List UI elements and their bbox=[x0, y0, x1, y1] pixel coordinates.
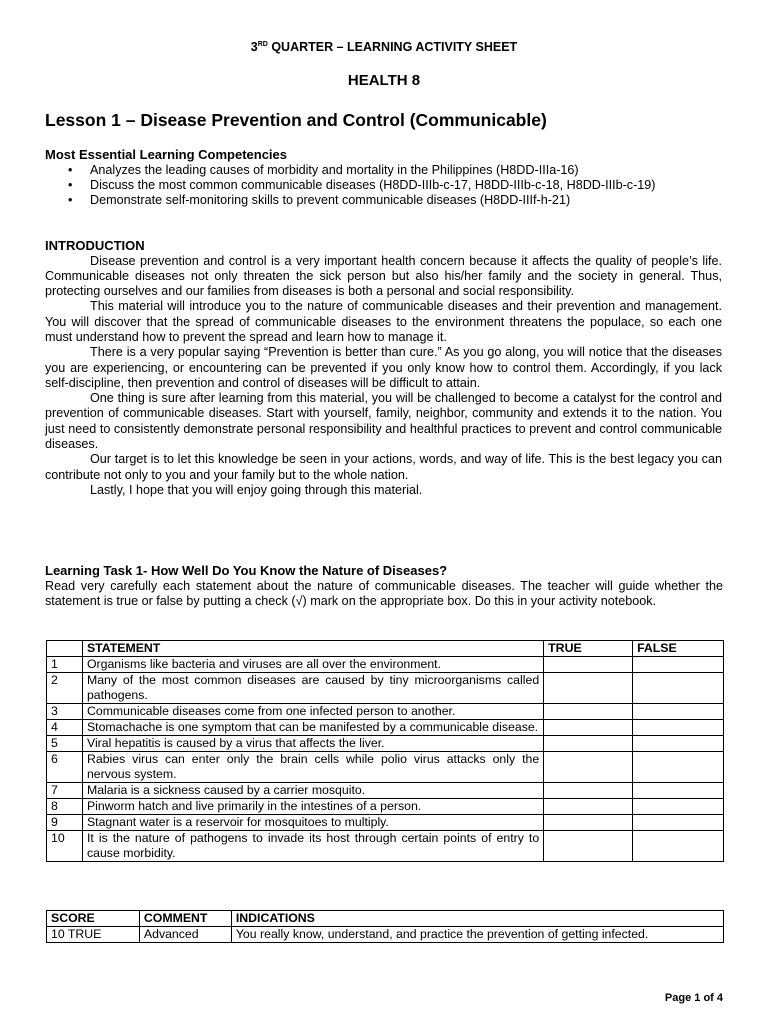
intro-paragraph: Our target is to let this knowledge be seen in your actions, words, and way of life. This is the best legacy you can contribute not only to you and your family but to the whole nation. bbox=[45, 452, 722, 482]
quarter-ordinal-suffix: RD bbox=[257, 41, 268, 48]
column-header-false: FALSE bbox=[633, 641, 724, 657]
intro-paragraph: There is a very popular saying “Prevention is better than cure.” As you go along, you will notice that the diseases you are experiencing, or encountering can be prevented if you only know how to control them. Accordingly, if you lack self-discipline, then prevention and control of diseases will be difficult to attain. bbox=[45, 345, 722, 390]
statement-cell: Stomachache is one symptom that can be manifested by a communicable disease. bbox=[82, 720, 543, 736]
statement-cell: Rabies virus can enter only the brain cells while polio virus attacks only the nervous system. bbox=[82, 752, 543, 783]
introduction-heading: INTRODUCTION bbox=[45, 238, 145, 253]
true-checkbox-cell[interactable] bbox=[544, 783, 633, 799]
false-checkbox-cell[interactable] bbox=[633, 815, 724, 831]
list-item: • Discuss the most common communicable diseases (H8DD-IIIb-c-17, H8DD-IIIb-c-18, H8DD-IIIb-c-19) bbox=[45, 178, 725, 193]
comment-cell: Advanced bbox=[139, 927, 231, 943]
column-header-true: TRUE bbox=[544, 641, 633, 657]
statement-cell: Organisms like bacteria and viruses are all over the environment. bbox=[82, 657, 543, 673]
false-checkbox-cell[interactable] bbox=[633, 720, 724, 736]
row-number: 6 bbox=[47, 752, 83, 783]
column-header-number bbox=[47, 641, 83, 657]
intro-paragraph: Lastly, I hope that you will enjoy going through this material. bbox=[90, 482, 423, 497]
learning-task-section bbox=[45, 563, 723, 609]
statements-table bbox=[46, 640, 724, 862]
true-checkbox-cell[interactable] bbox=[544, 736, 633, 752]
table-row bbox=[47, 831, 724, 862]
learning-task-instructions: Read very carefully each statement about the nature of communicable diseases. The teacher will guide whether the statement is true or false by putting a check (√) mark on the appropriate box. Do this in your activity notebook. bbox=[45, 578, 723, 608]
list-item: • Analyzes the leading causes of morbidity and mortality in the Philippines (H8DD-IIIa-16) bbox=[45, 163, 725, 178]
table-row bbox=[47, 720, 724, 736]
statement-cell: Viral hepatitis is caused by a virus that affects the liver. bbox=[82, 736, 543, 752]
column-header-comment: COMMENT bbox=[139, 911, 231, 927]
score-table bbox=[46, 910, 724, 943]
statement-cell: Communicable diseases come from one infected person to another. bbox=[82, 704, 543, 720]
true-checkbox-cell[interactable] bbox=[544, 720, 633, 736]
table-row bbox=[47, 736, 724, 752]
table-row bbox=[47, 783, 724, 799]
false-checkbox-cell[interactable] bbox=[633, 783, 724, 799]
statement-cell: Stagnant water is a reservoir for mosquitoes to multiply. bbox=[82, 815, 543, 831]
table-header-row bbox=[47, 911, 724, 927]
page-number: Page 1 of 4 bbox=[664, 992, 723, 1004]
statement-cell: Pinworm hatch and live primarily in the intestines of a person. bbox=[82, 799, 543, 815]
true-checkbox-cell[interactable] bbox=[544, 657, 633, 673]
table-row bbox=[47, 704, 724, 720]
column-header-score: SCORE bbox=[47, 911, 140, 927]
true-checkbox-cell[interactable] bbox=[544, 815, 633, 831]
intro-paragraph: Disease prevention and control is a very important health concern because it affects the quality of people’s life. Communicable diseases not only threaten the sick person but also his/her family and the society in general. Thus, protecting ourselves and our families from diseases is both a personal and social responsibility. bbox=[45, 253, 722, 299]
row-number: 2 bbox=[47, 673, 83, 704]
statement-cell: It is the nature of pathogens to invade its host through certain points of entry to cause morbidity. bbox=[82, 831, 543, 862]
quarter-header bbox=[0, 40, 768, 54]
list-item: • Demonstrate self-monitoring skills to prevent communicable diseases (H8DD-IIIf-h-21) bbox=[45, 193, 725, 208]
learning-task-heading: Learning Task 1- How Well Do You Know the Nature of Diseases? bbox=[45, 563, 448, 578]
table-header-row bbox=[47, 641, 724, 657]
false-checkbox-cell[interactable] bbox=[633, 752, 724, 783]
score-cell: 10 TRUE bbox=[47, 927, 140, 943]
row-number: 3 bbox=[47, 704, 83, 720]
column-header-statement: STATEMENT bbox=[82, 641, 543, 657]
true-checkbox-cell[interactable] bbox=[544, 752, 633, 783]
false-checkbox-cell[interactable] bbox=[633, 831, 724, 862]
column-header-indications: INDICATIONS bbox=[231, 911, 723, 927]
table-row bbox=[47, 673, 724, 704]
competencies-heading: Most Essential Learning Competencies bbox=[45, 147, 288, 162]
row-number: 7 bbox=[47, 783, 83, 799]
false-checkbox-cell[interactable] bbox=[633, 799, 724, 815]
subject-title: HEALTH 8 bbox=[347, 72, 421, 89]
intro-paragraph: This material will introduce you to the nature of communicable diseases and their prevention and management. You will discover that the spread of communicable diseases to the environment threatens the populace, so each one must understand how to prevent the spread and learn how to manage it. bbox=[45, 299, 722, 344]
competencies-list bbox=[45, 163, 725, 209]
true-checkbox-cell[interactable] bbox=[544, 799, 633, 815]
statement-cell: Many of the most common diseases are caused by tiny microorganisms called pathogens. bbox=[82, 673, 543, 704]
false-checkbox-cell[interactable] bbox=[633, 736, 724, 752]
false-checkbox-cell[interactable] bbox=[633, 673, 724, 704]
indication-cell: You really know, understand, and practice the prevention of getting infected. bbox=[231, 927, 723, 943]
statement-cell: Malaria is a sickness caused by a carrier mosquito. bbox=[82, 783, 543, 799]
table-row bbox=[47, 799, 724, 815]
row-number: 8 bbox=[47, 799, 83, 815]
false-checkbox-cell[interactable] bbox=[633, 657, 724, 673]
table-row bbox=[47, 815, 724, 831]
true-checkbox-cell[interactable] bbox=[544, 704, 633, 720]
false-checkbox-cell[interactable] bbox=[633, 704, 724, 720]
lesson-title: Lesson 1 – Disease Prevention and Control (Communicable) bbox=[45, 110, 547, 130]
table-row bbox=[47, 657, 724, 673]
row-number: 10 bbox=[47, 831, 83, 862]
true-checkbox-cell[interactable] bbox=[544, 673, 633, 704]
table-row bbox=[47, 752, 724, 783]
true-checkbox-cell[interactable] bbox=[544, 831, 633, 862]
competencies-section bbox=[45, 147, 725, 208]
introduction-section bbox=[45, 238, 722, 498]
row-number: 1 bbox=[47, 657, 83, 673]
row-number: 5 bbox=[47, 736, 83, 752]
row-number: 4 bbox=[47, 720, 83, 736]
quarter-number: 3 bbox=[250, 40, 258, 54]
intro-paragraph: One thing is sure after learning from this material, you will be challenged to become a catalyst for the control and prevention of communicable diseases. Start with yourself, family, neighbor, community and extends it to the nation. You just need to consistently demonstrate personal responsibility and healthful practices to prevent and control communicable diseases. bbox=[45, 391, 722, 452]
quarter-header-text: QUARTER – LEARNING ACTIVITY SHEET bbox=[267, 40, 518, 54]
row-number: 9 bbox=[47, 815, 83, 831]
table-row bbox=[47, 927, 724, 943]
